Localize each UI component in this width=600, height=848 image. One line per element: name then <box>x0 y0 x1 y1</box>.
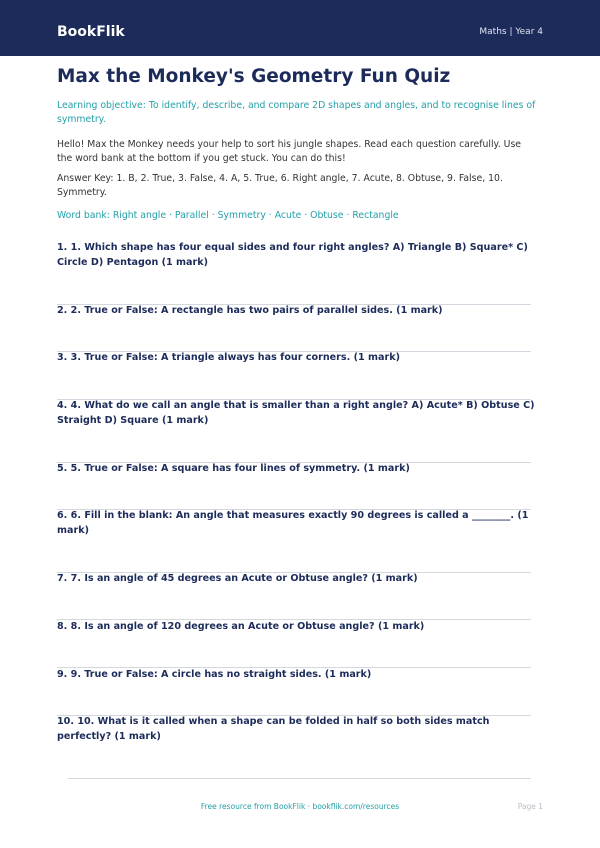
question-9: 9. 9. True or False: A circle has no straight sides. (1 mark) <box>57 669 372 680</box>
question-1: 1. 1. Which shape has four equal sides and four right angles? A) Triangle B) Square* C) Circle D) Pentagon (1 mark) <box>57 242 528 268</box>
learning-objective: Learning objective: To identify, describe, and compare 2D shapes and angles, and to recognise lines of symmetry. <box>57 100 536 125</box>
question-2: 2. 2. True or False: A rectangle has two pairs of parallel sides. (1 mark) <box>57 305 443 316</box>
question-3: 3. 3. True or False: A triangle always has four corners. (1 mark) <box>57 352 400 363</box>
question-5: 5. 5. True or False: A square has four lines of symmetry. (1 mark) <box>57 463 410 474</box>
footer-divider <box>68 778 531 779</box>
page-title: Max the Monkey's Geometry Fun Quiz <box>57 66 451 87</box>
question-10: 10. 10. What is it called when a shape can be folded in half so both sides match perfectly? (1 mark) <box>57 716 490 742</box>
question-7: 7. 7. Is an angle of 45 degrees an Acute or Obtuse angle? (1 mark) <box>57 573 418 584</box>
question-4: 4. 4. What do we call an angle that is smaller than a right angle? A) Acute* B) Obtuse C) Straight D) Square (1 mark) <box>57 400 535 426</box>
subject-year-label: Maths | Year 4 <box>479 27 543 37</box>
question-8: 8. 8. Is an angle of 120 degrees an Acute or Obtuse angle? (1 mark) <box>57 621 425 632</box>
brand-logo[interactable]: BookFlik <box>57 24 125 40</box>
answer-key: Answer Key: 1. B, 2. True, 3. False, 4. A, 5. True, 6. Right angle, 7. Acute, 8. Obtuse, 9. False, 10. Symmetry. <box>57 173 503 198</box>
page-number: Page 1 <box>517 802 543 811</box>
question-6: 6. 6. Fill in the blank: An angle that measures exactly 90 degrees is called a ________. (1 mark) <box>57 510 529 536</box>
word-bank: Word bank: Right angle · Parallel · Symmetry · Acute · Obtuse · Rectangle <box>57 210 399 221</box>
intro-text: Hello! Max the Monkey needs your help to sort his jungle shapes. Read each question carefully. Use the word bank at the bottom if you get stuck. You can do this! <box>57 139 522 164</box>
footer-resource-link[interactable]: Free resource from BookFlik · bookflik.com/resources <box>200 802 400 811</box>
header-bar <box>0 0 600 56</box>
